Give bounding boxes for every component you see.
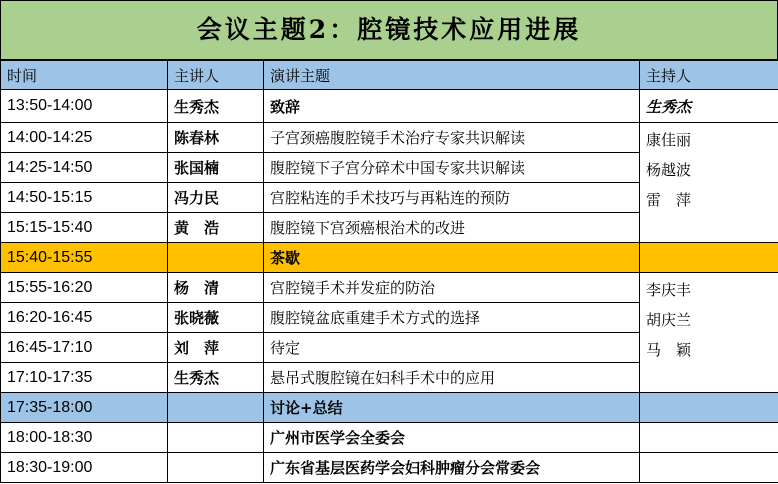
topic-cell: 腹腔镜下子宫分碎术中国专家共识解读	[264, 153, 640, 183]
time-cell: 14:00-14:25	[1, 123, 168, 153]
topic-cell: 宫腔镜手术并发症的防治	[264, 273, 640, 303]
topic-cell: 致辞	[264, 90, 640, 123]
topic-cell: 悬吊式腹腔镜在妇科手术中的应用	[264, 363, 640, 393]
host-name: 李庆丰	[646, 281, 692, 299]
header-topic: 演讲主题	[264, 61, 640, 90]
time-cell: 16:20-16:45	[1, 303, 168, 333]
time-cell: 17:10-17:35	[1, 363, 168, 393]
host-signature: 生秀杰	[646, 98, 692, 116]
header-host: 主持人	[640, 61, 778, 90]
speaker-cell: 陈春林	[168, 123, 264, 153]
header-speaker: 主讲人	[168, 61, 264, 90]
speaker-cell	[168, 423, 264, 453]
speaker-cell	[168, 243, 264, 273]
speaker-cell	[168, 393, 264, 423]
header-row	[1, 61, 778, 90]
host-cell-empty	[640, 393, 778, 423]
host-cell-empty	[640, 243, 778, 273]
speaker-cell: 张国楠	[168, 153, 264, 183]
host-cell-empty	[640, 423, 778, 453]
host-name: 康佳丽	[646, 131, 692, 149]
topic-cell: 讨论+总结	[264, 393, 640, 423]
speaker-cell: 杨 清	[168, 273, 264, 303]
host-cell-group2	[640, 273, 778, 393]
time-cell: 15:55-16:20	[1, 273, 168, 303]
topic-cell: 广东省基层医药学会妇科肿瘤分会常委会	[264, 453, 640, 483]
host-cell-group1	[640, 123, 778, 243]
host-name: 胡庆兰	[646, 311, 692, 329]
speaker-cell	[168, 453, 264, 483]
header-time: 时间	[1, 61, 168, 90]
speaker-cell: 生秀杰	[168, 363, 264, 393]
table-row	[1, 453, 778, 483]
topic-cell: 待定	[264, 333, 640, 363]
time-cell: 13:50-14:00	[1, 90, 168, 123]
topic-cell: 广州市医学会全委会	[264, 423, 640, 453]
discussion-row	[1, 393, 778, 423]
speaker-cell: 张晓薇	[168, 303, 264, 333]
time-cell: 17:35-18:00	[1, 393, 168, 423]
host-name: 杨越波	[646, 161, 692, 179]
time-cell: 14:25-14:50	[1, 153, 168, 183]
table-row	[1, 273, 778, 303]
speaker-cell: 生秀杰	[168, 90, 264, 123]
topic-cell: 腹腔镜盆底重建手术方式的选择	[264, 303, 640, 333]
host-name: 雷 萍	[646, 191, 692, 209]
host-name: 马 颖	[646, 341, 692, 359]
schedule-table	[0, 60, 778, 483]
speaker-cell: 刘 萍	[168, 333, 264, 363]
speaker-cell: 黄 浩	[168, 213, 264, 243]
time-cell: 18:00-18:30	[1, 423, 168, 453]
time-cell: 18:30-19:00	[1, 453, 168, 483]
topic-cell: 茶歇	[264, 243, 640, 273]
topic-cell: 宫腔粘连的手术技巧与再粘连的预防	[264, 183, 640, 213]
host-cell-opening	[640, 90, 778, 123]
break-row	[1, 243, 778, 273]
table-row	[1, 123, 778, 153]
time-cell: 16:45-17:10	[1, 333, 168, 363]
table-row	[1, 423, 778, 453]
time-cell: 15:40-15:55	[1, 243, 168, 273]
session-title: 会议主题2：腔镜技术应用进展	[0, 0, 778, 60]
host-cell-empty	[640, 453, 778, 483]
topic-cell: 子宫颈癌腹腔镜手术治疗专家共识解读	[264, 123, 640, 153]
speaker-cell: 冯力民	[168, 183, 264, 213]
topic-cell: 腹腔镜下宫颈癌根治术的改进	[264, 213, 640, 243]
table-row	[1, 90, 778, 123]
time-cell: 14:50-15:15	[1, 183, 168, 213]
time-cell: 15:15-15:40	[1, 213, 168, 243]
